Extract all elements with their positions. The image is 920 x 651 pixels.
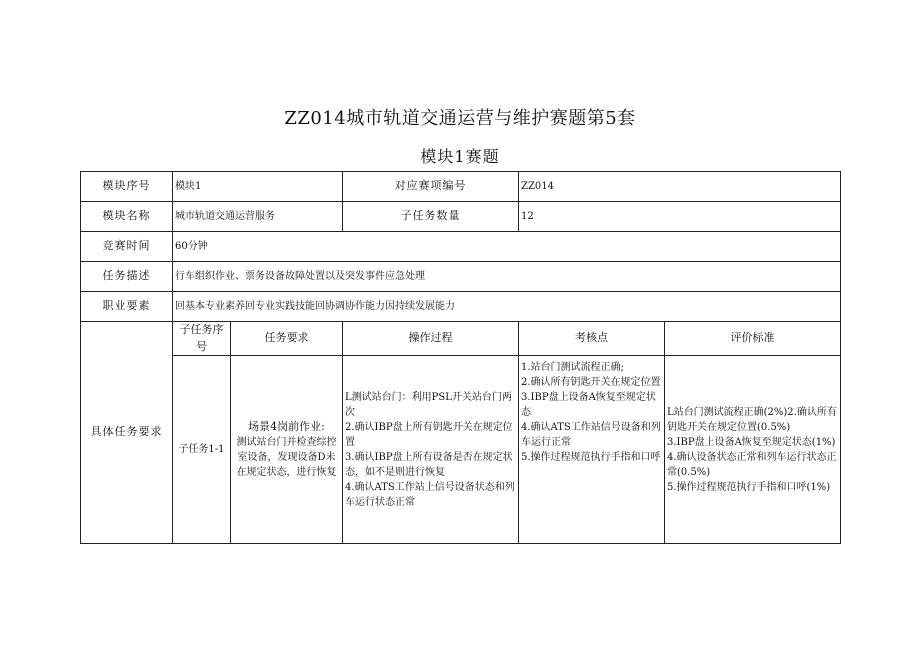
header-task-req: 任务要求 <box>231 322 343 356</box>
code-value: ZZ014 <box>519 172 841 202</box>
process-item: 3.确认IBP盘上所有设备是否在规定状态，如不是则进行恢复 <box>345 451 513 478</box>
document-subtitle: 模块1赛题 <box>420 147 500 166</box>
time-value: 60分钟 <box>173 232 841 262</box>
header-criteria: 评价标准 <box>665 322 841 356</box>
check-point-item: 4.确认ATS工作站信号设备和列车运行正常 <box>521 422 661 448</box>
code-label: 对应赛项编号 <box>343 172 519 202</box>
process-cell <box>343 356 519 544</box>
criteria-cell <box>665 356 841 544</box>
subtask-count-label: 子任务数量 <box>343 202 519 232</box>
module-no-value: 模块1 <box>173 172 343 202</box>
document-title: ZZ014城市轨道交通运营与维护赛题第5套 <box>284 108 636 129</box>
header-process: 操作过程 <box>343 322 519 356</box>
check-points-cell <box>519 356 665 544</box>
header-subtask-no: 子任务序号 <box>173 322 231 356</box>
check-point-item: 3.IBP盘上设备A恢复至规定状态 <box>521 392 656 418</box>
task-table <box>80 171 841 544</box>
criteria-item: 4.确认设备状态正常和列车运行状态正常(0.5%) <box>667 451 837 478</box>
check-point-item: 5.操作过程规范执行手指和口呼 <box>521 452 661 463</box>
criteria-item: L站台门测试流程正确(2%)2.确认所有钥匙开关在规定位置(0.5%) <box>667 406 837 433</box>
subtask-count-value: 12 <box>519 202 841 232</box>
criteria-item: 3.IBP盘上设备A恢复至规定状态(1%) <box>667 436 836 448</box>
row-description <box>81 262 841 292</box>
scene-title: 场景4岗前作业: <box>248 419 325 433</box>
header-check-points: 考核点 <box>519 322 665 356</box>
req-label: 职业要素 <box>81 292 173 322</box>
check-point-item: 1.站台门测试流程正确; <box>521 362 624 373</box>
row-detail-header <box>81 322 841 356</box>
subtask-no-value: 子任务1-1 <box>173 356 231 544</box>
scene-body: 测试站台门并检查综控室设备，发现设备D未在规定状态，进行恢复 <box>236 437 337 479</box>
process-item: L测试站台门：利用PSL开关站台门两次 <box>345 391 512 418</box>
row-module-no <box>81 172 841 202</box>
row-module-name <box>81 202 841 232</box>
task-req-cell <box>231 356 343 544</box>
time-label: 竞赛时间 <box>81 232 173 262</box>
row-subtask-1-1 <box>81 356 841 544</box>
module-name-label: 模块名称 <box>81 202 173 232</box>
module-no-label: 模块序号 <box>81 172 173 202</box>
detail-label: 具体任务要求 <box>81 322 173 544</box>
desc-label: 任务描述 <box>81 262 173 292</box>
row-time <box>81 232 841 262</box>
module-name-value: 城市轨道交通运营服务 <box>173 202 343 232</box>
req-value: 回基本专业素养回专业实践技能回协调协作能力因持续发展能力 <box>173 292 841 322</box>
desc-value: 行车组织作业、票务设备故障处置以及突发事件应急处理 <box>173 262 841 292</box>
criteria-item: 5.操作过程规范执行手指和口呼(1%) <box>667 481 831 493</box>
process-item: 4.确认ATS工作站上信号设备状态和列车运行状态正常 <box>345 481 515 508</box>
row-requirements <box>81 292 841 322</box>
check-point-item: 2.确认所有钥匙开关在规定位置 <box>521 377 661 388</box>
process-item: 2.确认IBP盘上所有钥匙开关在规定位置 <box>345 421 513 448</box>
